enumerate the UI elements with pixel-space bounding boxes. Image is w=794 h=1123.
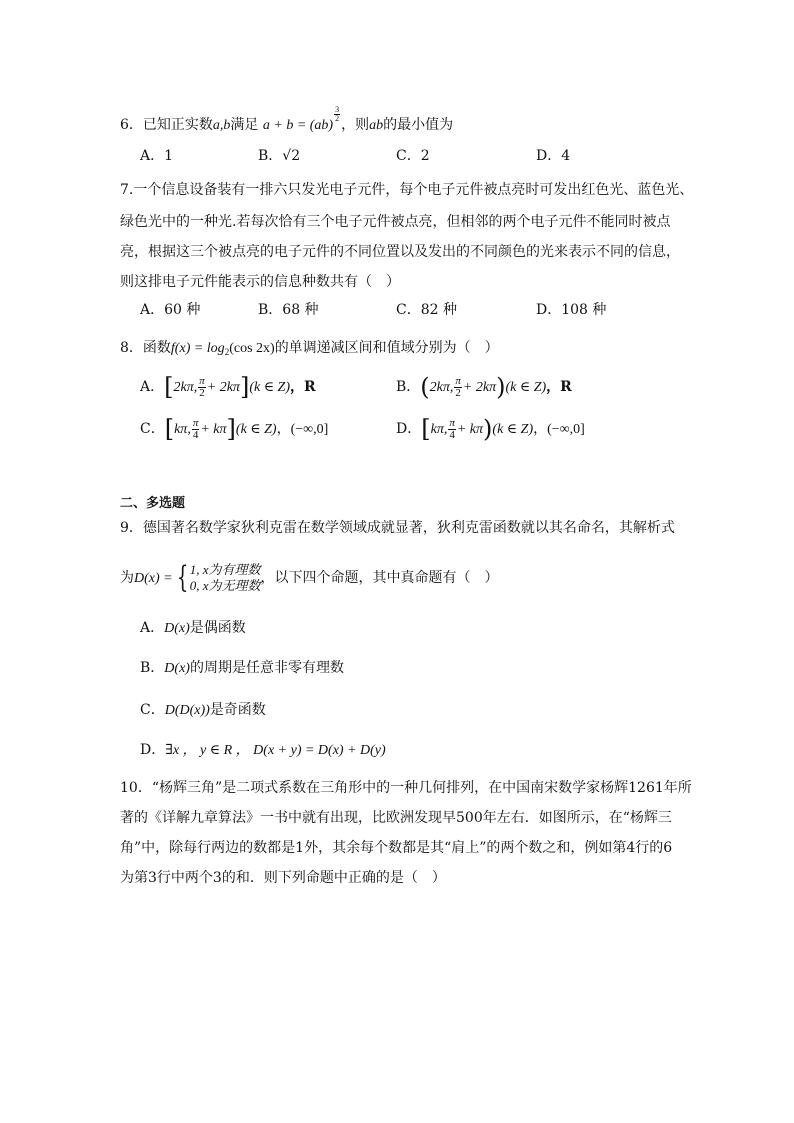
question-10-line-2: 著的《详解九章算法》一书中就有出现，比欧洲发现早500年左右．如图所示，在“杨辉三	[120, 810, 672, 826]
q8-option-b[interactable]: B．(2kπ, $\frac{\pi}{2}$ + 2kπ)(k ∈ Z)，R	[396, 373, 572, 401]
question-6-stem: 6．已知正实数a,b满足 a + b = (ab) $\frac{3}{2}$ ，则ab的最小值为	[120, 105, 454, 133]
question-7-line-3: 亮，根据这三个被点亮的电子元件的不同位置以及发出的不同颜色的光来表示不同的信息，	[120, 244, 680, 260]
q7-option-c[interactable]: C．82 种	[396, 302, 457, 318]
q9-option-a[interactable]: A．D(x)是偶函数	[140, 620, 246, 636]
question-10-line-1: 10．“杨辉三角”是二项式系数在三角形中的一种几何排列，在中国南宋数学家杨辉1261年所	[120, 780, 692, 796]
q8-option-c[interactable]: C．[kπ, $\frac{\pi}{4}$ + kπ](k ∈ Z)，(−∞,0]	[140, 415, 329, 443]
question-10-line-4: 为第3行中两个3的和．则下列命题中正确的是（ ）	[120, 870, 446, 886]
q8-option-a[interactable]: A．[2kπ, $\frac{\pi}{2}$ + 2kπ](k ∈ Z)，R	[140, 373, 316, 401]
question-9-line-1: 9．德国著名数学家狄利克雷在数学领域成就显著，狄利克雷函数就以其名命名，其解析式	[120, 520, 675, 536]
question-7-line-1: 7.一个信息设备装有一排六只发光电子元件，每个电子元件被点亮时可发出红色光、蓝色光、	[120, 182, 694, 198]
q7-option-d[interactable]: D．108 种	[536, 302, 607, 318]
question-7-line-4: 则这排电子元件能表示的信息种数共有（ ）	[120, 274, 400, 290]
question-8-stem: 8．函数$f(x) = \log_2(\cos$ 2x)的单调递减区间和值域分别为（ ）	[120, 340, 499, 357]
q6-option-b[interactable]: B．√2	[258, 148, 301, 164]
q9-option-c[interactable]: C．D(D(x))是奇函数	[140, 702, 266, 718]
q6-equation: a + b = (ab) $\frac{3}{2}$	[262, 105, 340, 133]
section-title-multiple-choice: 二、多选题	[120, 496, 186, 511]
question-7-line-2: 绿色光中的一种光.若每次恰有三个电子元件被点亮，但相邻的两个电子元件不能同时被点	[120, 214, 671, 230]
question-9-line-2: 为D(x) = { 1, x为有理数 0, x为无理数 ，以下四个命题，其中真命题有（ ）	[120, 560, 499, 595]
q7-option-a[interactable]: A．60 种	[140, 302, 201, 318]
q6-option-d[interactable]: D．4	[536, 148, 571, 164]
q6-option-a[interactable]: A．1	[140, 148, 174, 164]
q8-option-d[interactable]: D．[kπ, $\frac{\pi}{4}$ + kπ)(k ∈ Z)，(−∞,0]	[396, 415, 585, 443]
q9-option-b[interactable]: B．D(x)的周期是任意非零有理数	[140, 660, 344, 676]
q7-option-b[interactable]: B．68 种	[258, 302, 319, 318]
q9-option-d[interactable]: D．∃x ， y ∈ R ， D(x + y) = D(x) + D(y)	[140, 742, 386, 758]
question-10-line-3: 角”中，除每行两边的数都是1外，其余每个数都是其“肩上”的两个数之和，例如第4行的6	[120, 840, 673, 856]
q6-option-c[interactable]: C．2	[396, 148, 430, 164]
